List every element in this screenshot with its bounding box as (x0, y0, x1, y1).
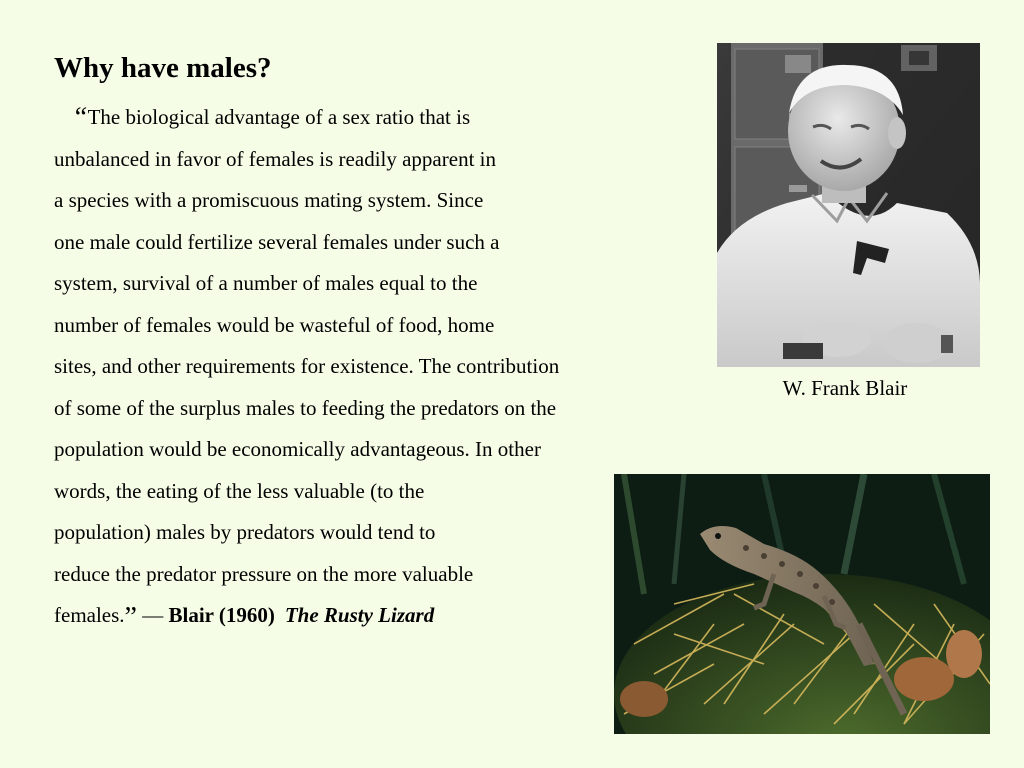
quote-line: reduce the predator pressure on the more valuable (54, 561, 474, 586)
quote-line: unbalanced in favor of females is readily apparent in (54, 146, 496, 171)
quote-line: one male could fertilize several females under such a (54, 229, 500, 254)
open-quote-mark: “ (72, 102, 88, 133)
portrait-caption: W. Frank Blair (782, 376, 908, 400)
citation-author: Blair (1960) (168, 603, 275, 627)
slide-title: Why have males? (54, 52, 272, 84)
citation-book-title: The Rusty Lizard (284, 603, 435, 627)
blair-quote (54, 97, 684, 637)
portrait-photo (717, 43, 980, 367)
quote-line: system, survival of a number of males equal to the (54, 271, 478, 295)
quote-line: a species with a promiscuous mating system. Since (54, 188, 484, 212)
quote-line: words, the eating of the less valuable (to the (54, 478, 425, 503)
quote-line: population) males by predators would tend to (54, 520, 436, 544)
quote-line: “The biological advantage of a sex ratio that is (72, 102, 471, 133)
quote-line: population would be economically advantageous. In other (54, 437, 541, 461)
quote-line: number of females would be wasteful of food, home (54, 312, 495, 337)
quote-line-last: females.” — Blair (1960) The Rusty Lizard (54, 602, 435, 633)
quote-line: of some of the surplus males to feeding the predators on the (54, 395, 557, 420)
quote-line: sites, and other requirements for existence. The contribution (54, 354, 560, 378)
lizard-photo (614, 474, 990, 734)
close-quote-mark: ” (124, 602, 137, 633)
em-dash: — (136, 603, 169, 627)
